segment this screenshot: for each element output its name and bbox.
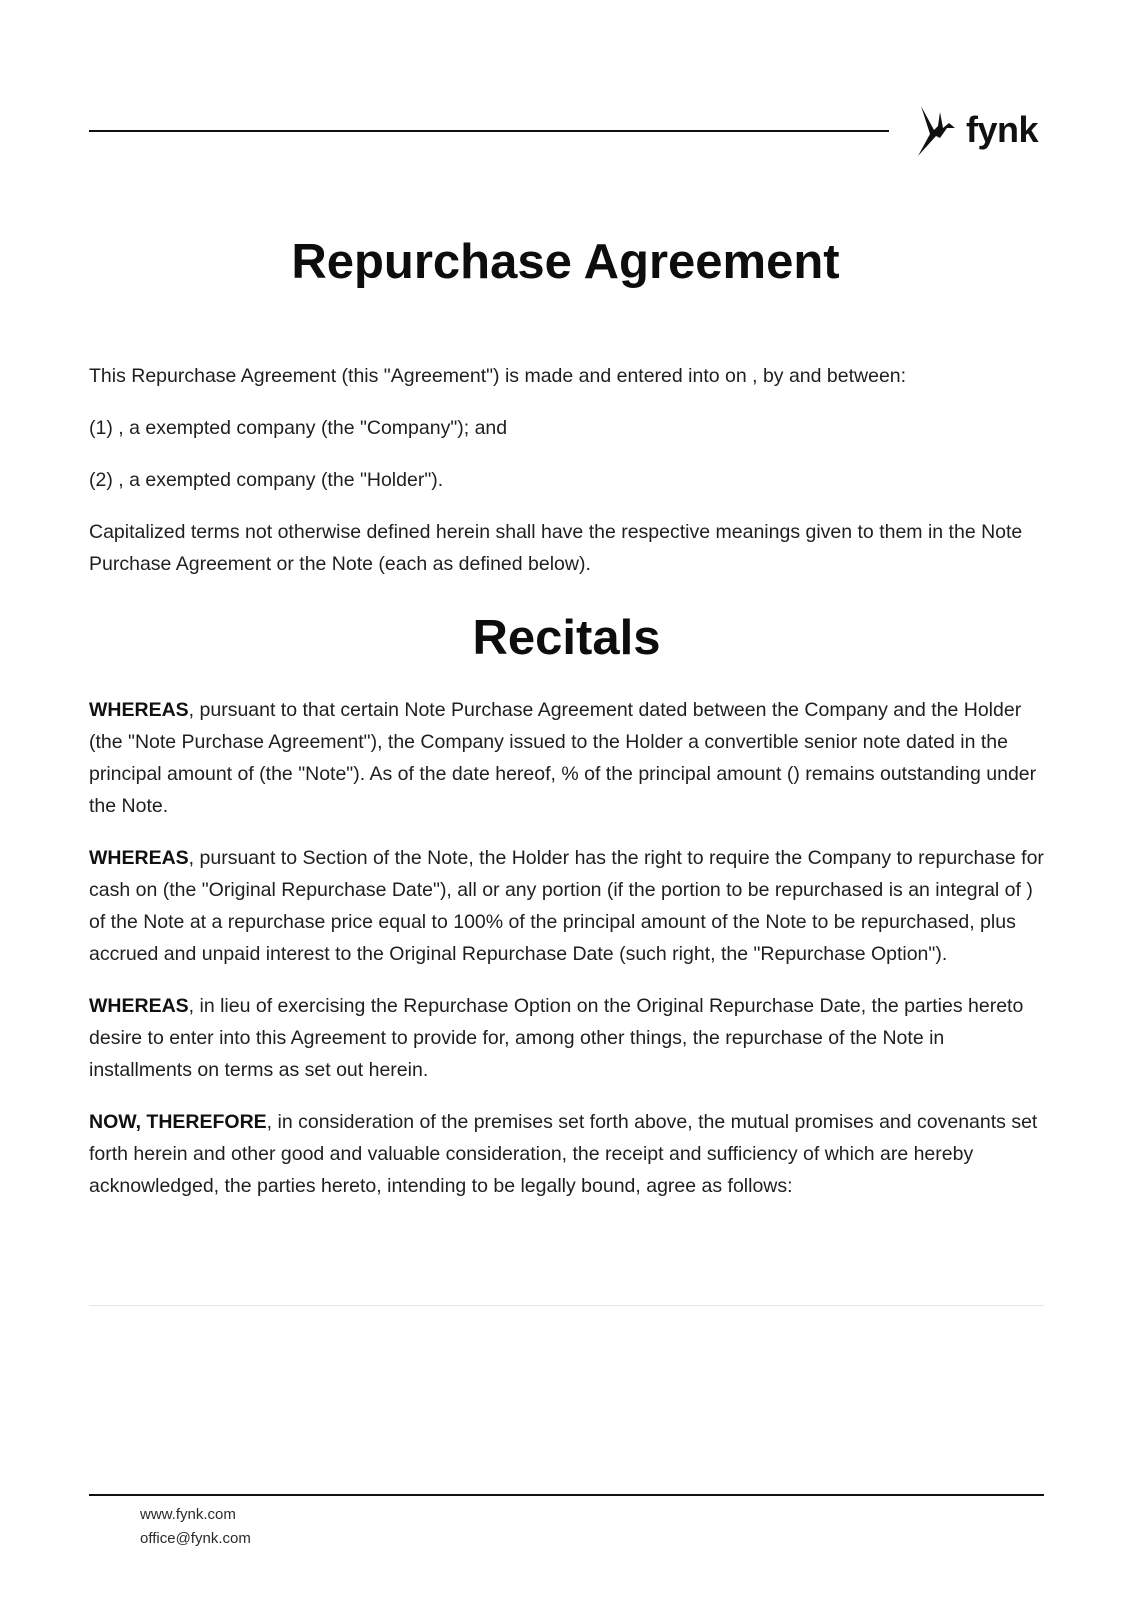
recital-paragraph: [89, 1106, 1044, 1202]
logo-wordmark: fynk: [966, 109, 1039, 150]
recital-lead: NOW, THEREFORE: [89, 1111, 267, 1133]
document-title: Repurchase Agreement: [291, 235, 840, 289]
recitals-heading: Recitals: [472, 611, 661, 665]
recital-text: , in consideration of the premises set forth above, the mutual promises and covenants set forth herein and other good and valuable consideration, the receipt and sufficiency of which are hereby acknowledged, the parties hereto, intending to be legally bound, agree as follows:: [89, 1111, 1038, 1197]
definitions-paragraph: Capitalized terms not otherwise defined herein shall have the respective meanings given to them in the Note Purchase Agreement or the Note (each as defined below).: [89, 521, 1023, 575]
footer-rule: [89, 1494, 1044, 1496]
fynk-logo: [918, 106, 1038, 160]
party-two: (2) , a exempted company (the "Holder").: [89, 469, 444, 491]
document-body: [89, 360, 1044, 1222]
footer: [140, 1503, 251, 1551]
recital-paragraph: [89, 842, 1044, 970]
intro-paragraph: This Repurchase Agreement (this "Agreement") is made and entered into on , by and between:: [89, 365, 907, 387]
section-divider: [89, 1305, 1044, 1306]
bird-icon: [918, 106, 958, 160]
recital-lead: WHEREAS: [89, 847, 189, 869]
header-rule: [89, 130, 889, 132]
party-one: (1) , a exempted company (the "Company"); and: [89, 417, 508, 439]
footer-website-link[interactable]: www.fynk.com: [140, 1506, 236, 1523]
recital-text: , pursuant to that certain Note Purchase Agreement dated between the Company and the Holder (the "Note Purchase Agreement"), the Company issued to the Holder a convertible senior note dated in the principal amount of (the "Note"). As of the date hereof, % of the principal amount () remains outstanding under the Note.: [89, 699, 1037, 817]
recital-text: , pursuant to Section of the Note, the Holder has the right to require the Company to repurchase for cash on (the "Original Repurchase Date"), all or any portion (if the portion to be repurchased is an integral of ) of the Note at a repurchase price equal to 100% of the principal amount of the Note to be repurchased, plus accrued and unpaid interest to the Original Repurchase Date (such right, the "Repurchase Option").: [89, 847, 1044, 965]
recital-lead: WHEREAS: [89, 995, 189, 1017]
recital-lead: WHEREAS: [89, 699, 189, 721]
recital-text: , in lieu of exercising the Repurchase Option on the Original Repurchase Date, the parties hereto desire to enter into this Agreement to provide for, among other things, the repurchase of the Note in installments on terms as set out herein.: [89, 995, 1024, 1081]
recital-paragraph: [89, 694, 1044, 822]
recital-paragraph: [89, 990, 1044, 1086]
footer-email-link[interactable]: office@fynk.com: [140, 1530, 251, 1547]
